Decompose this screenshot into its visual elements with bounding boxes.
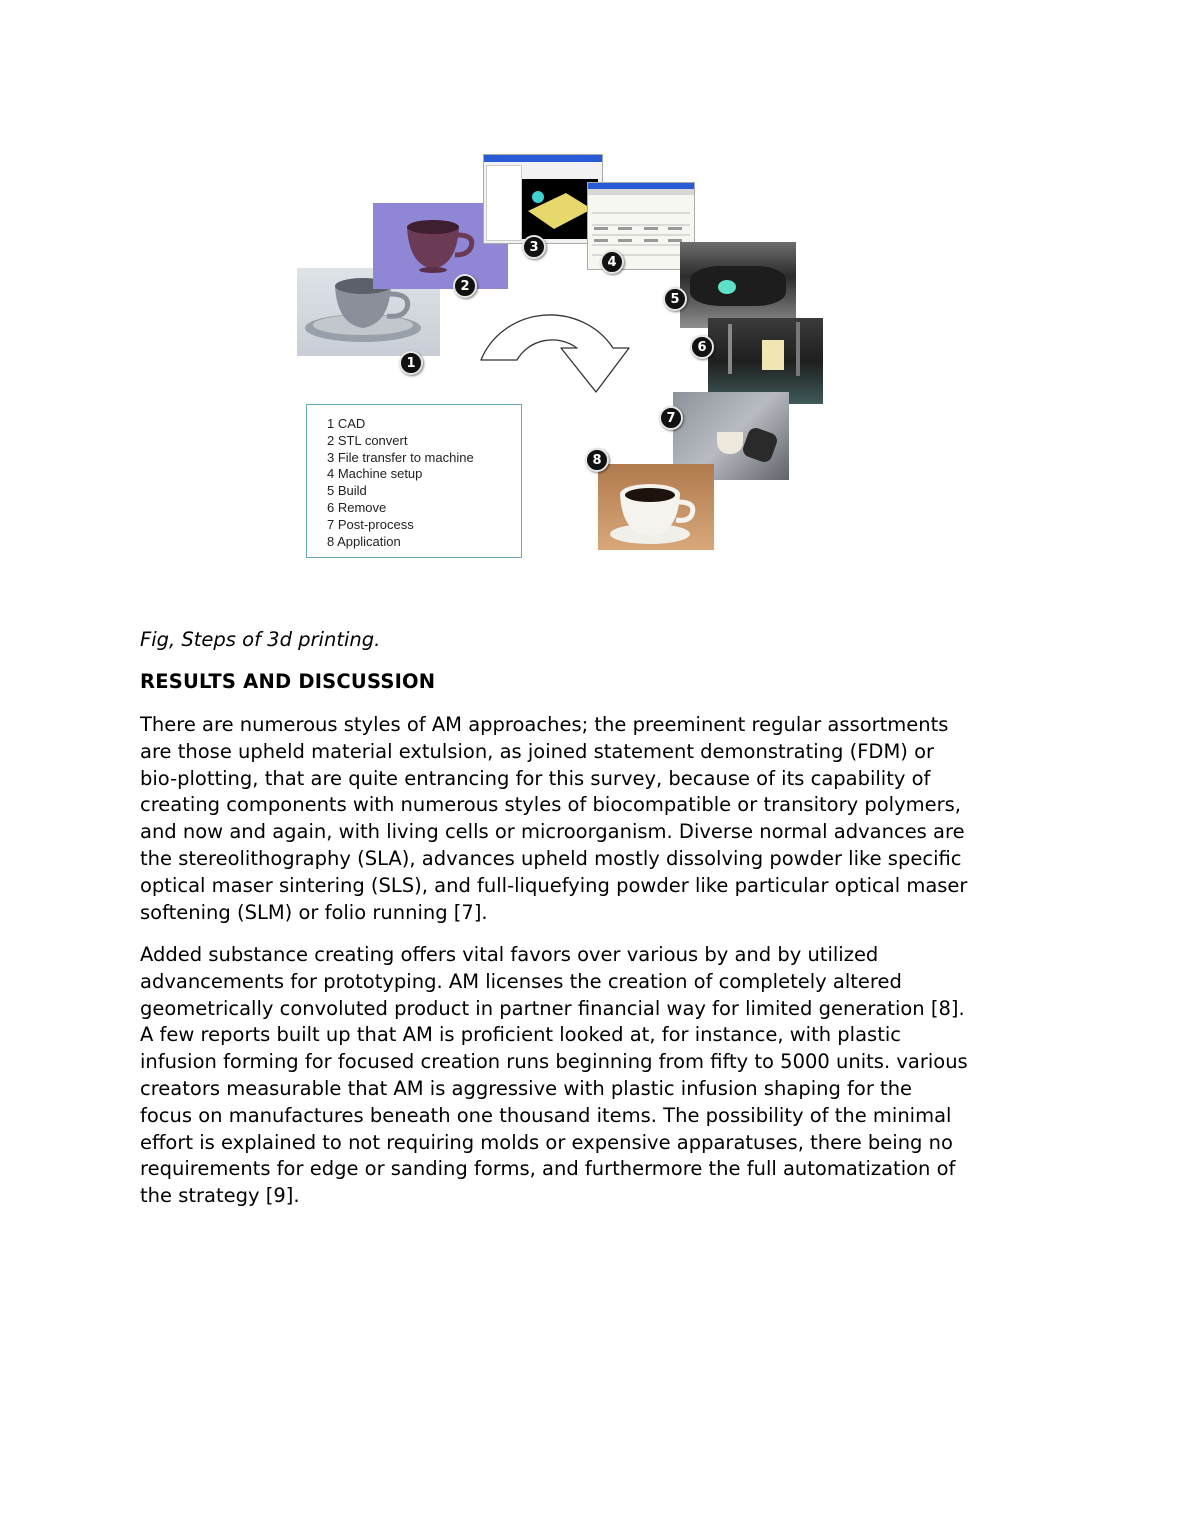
build-chamber-photo <box>680 242 796 328</box>
paragraph-2 <box>140 942 1055 1210</box>
text-line: the strategy [9]. <box>140 1184 300 1208</box>
step-badge-5: 5 <box>663 287 687 311</box>
figure-3d-printing-steps <box>295 150 825 562</box>
step-badge-4: 4 <box>600 250 624 274</box>
text-line: creators measurable that AM is aggressive with plastic infusion shaping for the <box>140 1076 913 1100</box>
legend-item: 6 Remove <box>327 499 387 515</box>
legend-item: 4 Machine setup <box>327 466 423 482</box>
text-line: A few reports built up that AM is proficient looked at, for instance, with plastic <box>140 1023 901 1047</box>
text-line: optical maser sintering (SLS), and full-liquefying powder like particular optical maser <box>140 873 968 897</box>
section-heading: RESULTS AND DISCUSSION <box>140 670 436 693</box>
legend-item: 2 STL convert <box>327 432 408 448</box>
figure-caption: Fig, Steps of 3d printing. <box>140 628 381 651</box>
text-line: and now and again, with living cells or microorganism. Diverse normal advances are <box>140 820 965 844</box>
text-line: advancements for prototyping. AM licenses the creation of completely altered <box>140 969 902 993</box>
text-line: creating components with numerous styles of biocompatible or transitory polymers, <box>140 793 961 817</box>
text-line: There are numerous styles of AM approaches; the preeminent regular assortments <box>140 713 949 736</box>
text-line: focus on manufactures beneath one thousand items. The possibility of the minimal <box>140 1103 952 1127</box>
text-line: are those upheld material extulsion, as joined statement demonstrating (FDM) or <box>140 739 935 763</box>
text-line: Added substance creating offers vital favors over various by and by utilized <box>140 943 879 966</box>
step-badge-3: 3 <box>522 235 546 259</box>
process-cycle-arrow <box>475 288 635 398</box>
step-badge-8: 8 <box>585 448 609 472</box>
legend-item: 8 Application <box>327 533 401 549</box>
legend-item: 1 CAD <box>327 416 366 431</box>
legend-item: 7 Post-process <box>327 516 414 532</box>
step-badge-1: 1 <box>399 351 423 375</box>
text-line: bio-plotting, that are quite entrancing for this survey, because of its capability of <box>140 766 931 790</box>
text-line: infusion forming for focused creation runs beginning from fifty to 5000 units. various <box>140 1050 968 1074</box>
file-transfer-screen-image <box>483 154 603 244</box>
text-line: effort is explained to not requiring molds or expensive apparatuses, there being no <box>140 1130 953 1154</box>
step-badge-2: 2 <box>453 274 477 298</box>
step-badge-7: 7 <box>659 406 683 430</box>
paragraph-1 <box>140 712 1055 926</box>
legend-item: 3 File transfer to machine <box>327 449 474 465</box>
figure-legend-box <box>306 404 522 558</box>
text-line: requirements for edge or sanding forms, and furthermore the full automatization of <box>140 1157 956 1181</box>
text-line: geometrically convoluted product in partner financial way for limited generation [8]. <box>140 996 965 1020</box>
legend-item: 5 Build <box>327 483 367 499</box>
application-coffee-cup-photo <box>598 464 714 550</box>
text-line: softening (SLM) or folio running [7]. <box>140 900 488 924</box>
text-line: the stereolithography (SLA), advances upheld mostly dissolving powder like specific <box>140 846 962 870</box>
step-badge-6: 6 <box>690 335 714 359</box>
